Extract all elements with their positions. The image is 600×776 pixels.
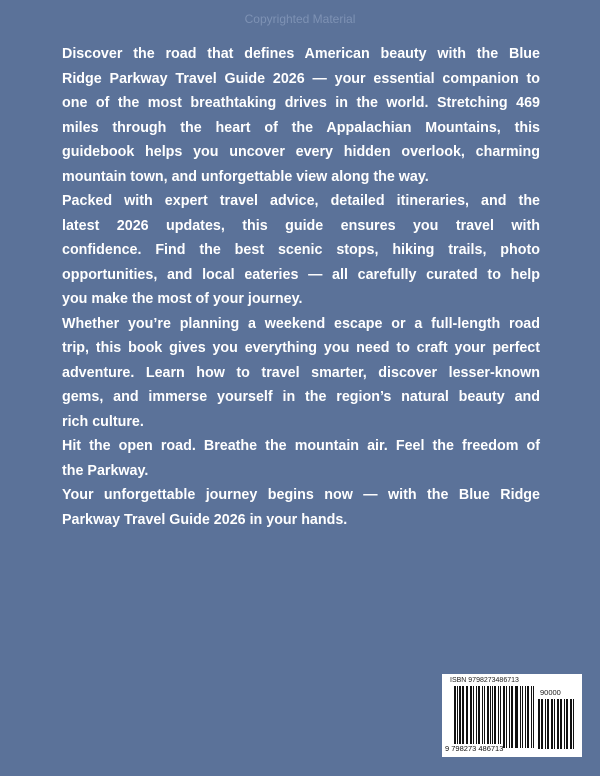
barcode-bar — [484, 686, 485, 748]
text-line: confidence. Find the best scenic stops, hiking trails, photo — [62, 242, 540, 258]
barcode-bar — [482, 686, 483, 748]
copyright-watermark: Copyrighted Material — [244, 12, 356, 26]
barcode-bar — [533, 686, 534, 748]
text-line: the Parkway. — [62, 462, 149, 479]
barcode-bar — [554, 699, 555, 749]
barcode-bar — [473, 686, 474, 748]
isbn-label: ISBN 9798273486713 — [450, 677, 519, 684]
barcode-bar — [538, 699, 540, 749]
barcode-bar — [492, 686, 493, 748]
barcode-bar — [516, 686, 517, 748]
barcode-bar — [531, 686, 532, 748]
text-line: opportunities, and local eateries — all carefully curated to help — [62, 266, 540, 283]
price-code: 90000 — [540, 688, 561, 697]
text-line: latest 2026 updates, this guide ensures you travel with — [62, 217, 540, 234]
text-line: Your unforgettable journey begins now — with the Blue Ridge — [62, 487, 540, 503]
barcode-bar — [525, 686, 526, 748]
barcode-bar — [459, 686, 460, 748]
barcode-bar — [470, 686, 472, 748]
paragraph — [62, 434, 540, 483]
barcode-bar — [466, 686, 467, 748]
barcode-bar — [506, 686, 507, 748]
paragraph — [62, 189, 540, 312]
barcode-bar — [494, 686, 496, 748]
barcode-bar — [547, 699, 549, 749]
barcode-bar — [566, 699, 568, 749]
text-line: Whether you’re planning a weekend escape or a full-length road — [62, 315, 540, 332]
addon-bars — [538, 699, 576, 749]
barcode-bar — [457, 686, 458, 748]
barcode-bar — [515, 686, 516, 748]
text-line: one of the most breathtaking drives in the world. Stretching 469 — [62, 95, 540, 111]
barcode-bar — [509, 686, 510, 748]
text-line: Ridge Parkway Travel Guide 2026 — your essential companion to — [62, 70, 540, 87]
text-line: guidebook helps you uncover every hidden overlook, charming — [62, 144, 540, 160]
text-line: Hit the open road. Breathe the mountain air. Feel the freedom of — [62, 438, 540, 454]
barcode-bar — [557, 699, 559, 749]
back-cover-description — [62, 42, 540, 532]
barcode-bar — [560, 699, 563, 749]
barcode-bar — [500, 686, 501, 748]
paragraph — [62, 483, 540, 532]
barcode-bar — [564, 699, 565, 749]
barcode-bar — [462, 686, 464, 748]
barcode-bar — [511, 686, 513, 748]
barcode-bar — [522, 686, 523, 748]
barcode-bar — [487, 686, 489, 748]
barcode-bar — [541, 699, 544, 749]
text-line: you make the most of your journey. — [62, 291, 303, 307]
paragraph — [62, 42, 540, 189]
text-line: trip, this book gives you everything you need to craft your perfect — [62, 340, 540, 356]
text-line: Parkway Travel Guide 2026 in your hands. — [62, 511, 348, 528]
barcode-bar — [570, 699, 573, 749]
text-line: adventure. Learn how to travel smarter, discover lesser-known — [62, 364, 540, 381]
text-line: gems, and immerse yourself in the region’s natural beauty and — [62, 389, 540, 405]
barcode-bar — [527, 686, 529, 748]
barcode-bar — [545, 699, 546, 749]
text-line: miles through the heart of the Appalachian Mountains, this — [62, 119, 540, 136]
barcode-bar — [454, 686, 456, 748]
barcode-bar — [478, 686, 480, 748]
barcode-bar — [467, 686, 468, 748]
barcode-bar — [503, 686, 505, 748]
text-line: Discover the road that defines American beauty with the Blue — [62, 46, 540, 62]
barcode-bar — [498, 686, 499, 748]
isbn-barcode — [442, 674, 582, 757]
barcode-bar — [476, 686, 477, 748]
paragraph — [62, 312, 540, 435]
barcode-bar — [573, 699, 574, 749]
text-line: rich culture. — [62, 413, 144, 430]
ean-bars — [454, 686, 536, 748]
barcode-bar — [520, 686, 522, 748]
text-line: mountain town, and unforgettable view along the way. — [62, 168, 429, 185]
barcode-bar — [551, 699, 554, 749]
barcode-digits: 9 798273 486713 — [445, 744, 504, 753]
text-line: Packed with expert travel advice, detailed itineraries, and the — [62, 193, 540, 209]
barcode-bar — [490, 686, 491, 748]
